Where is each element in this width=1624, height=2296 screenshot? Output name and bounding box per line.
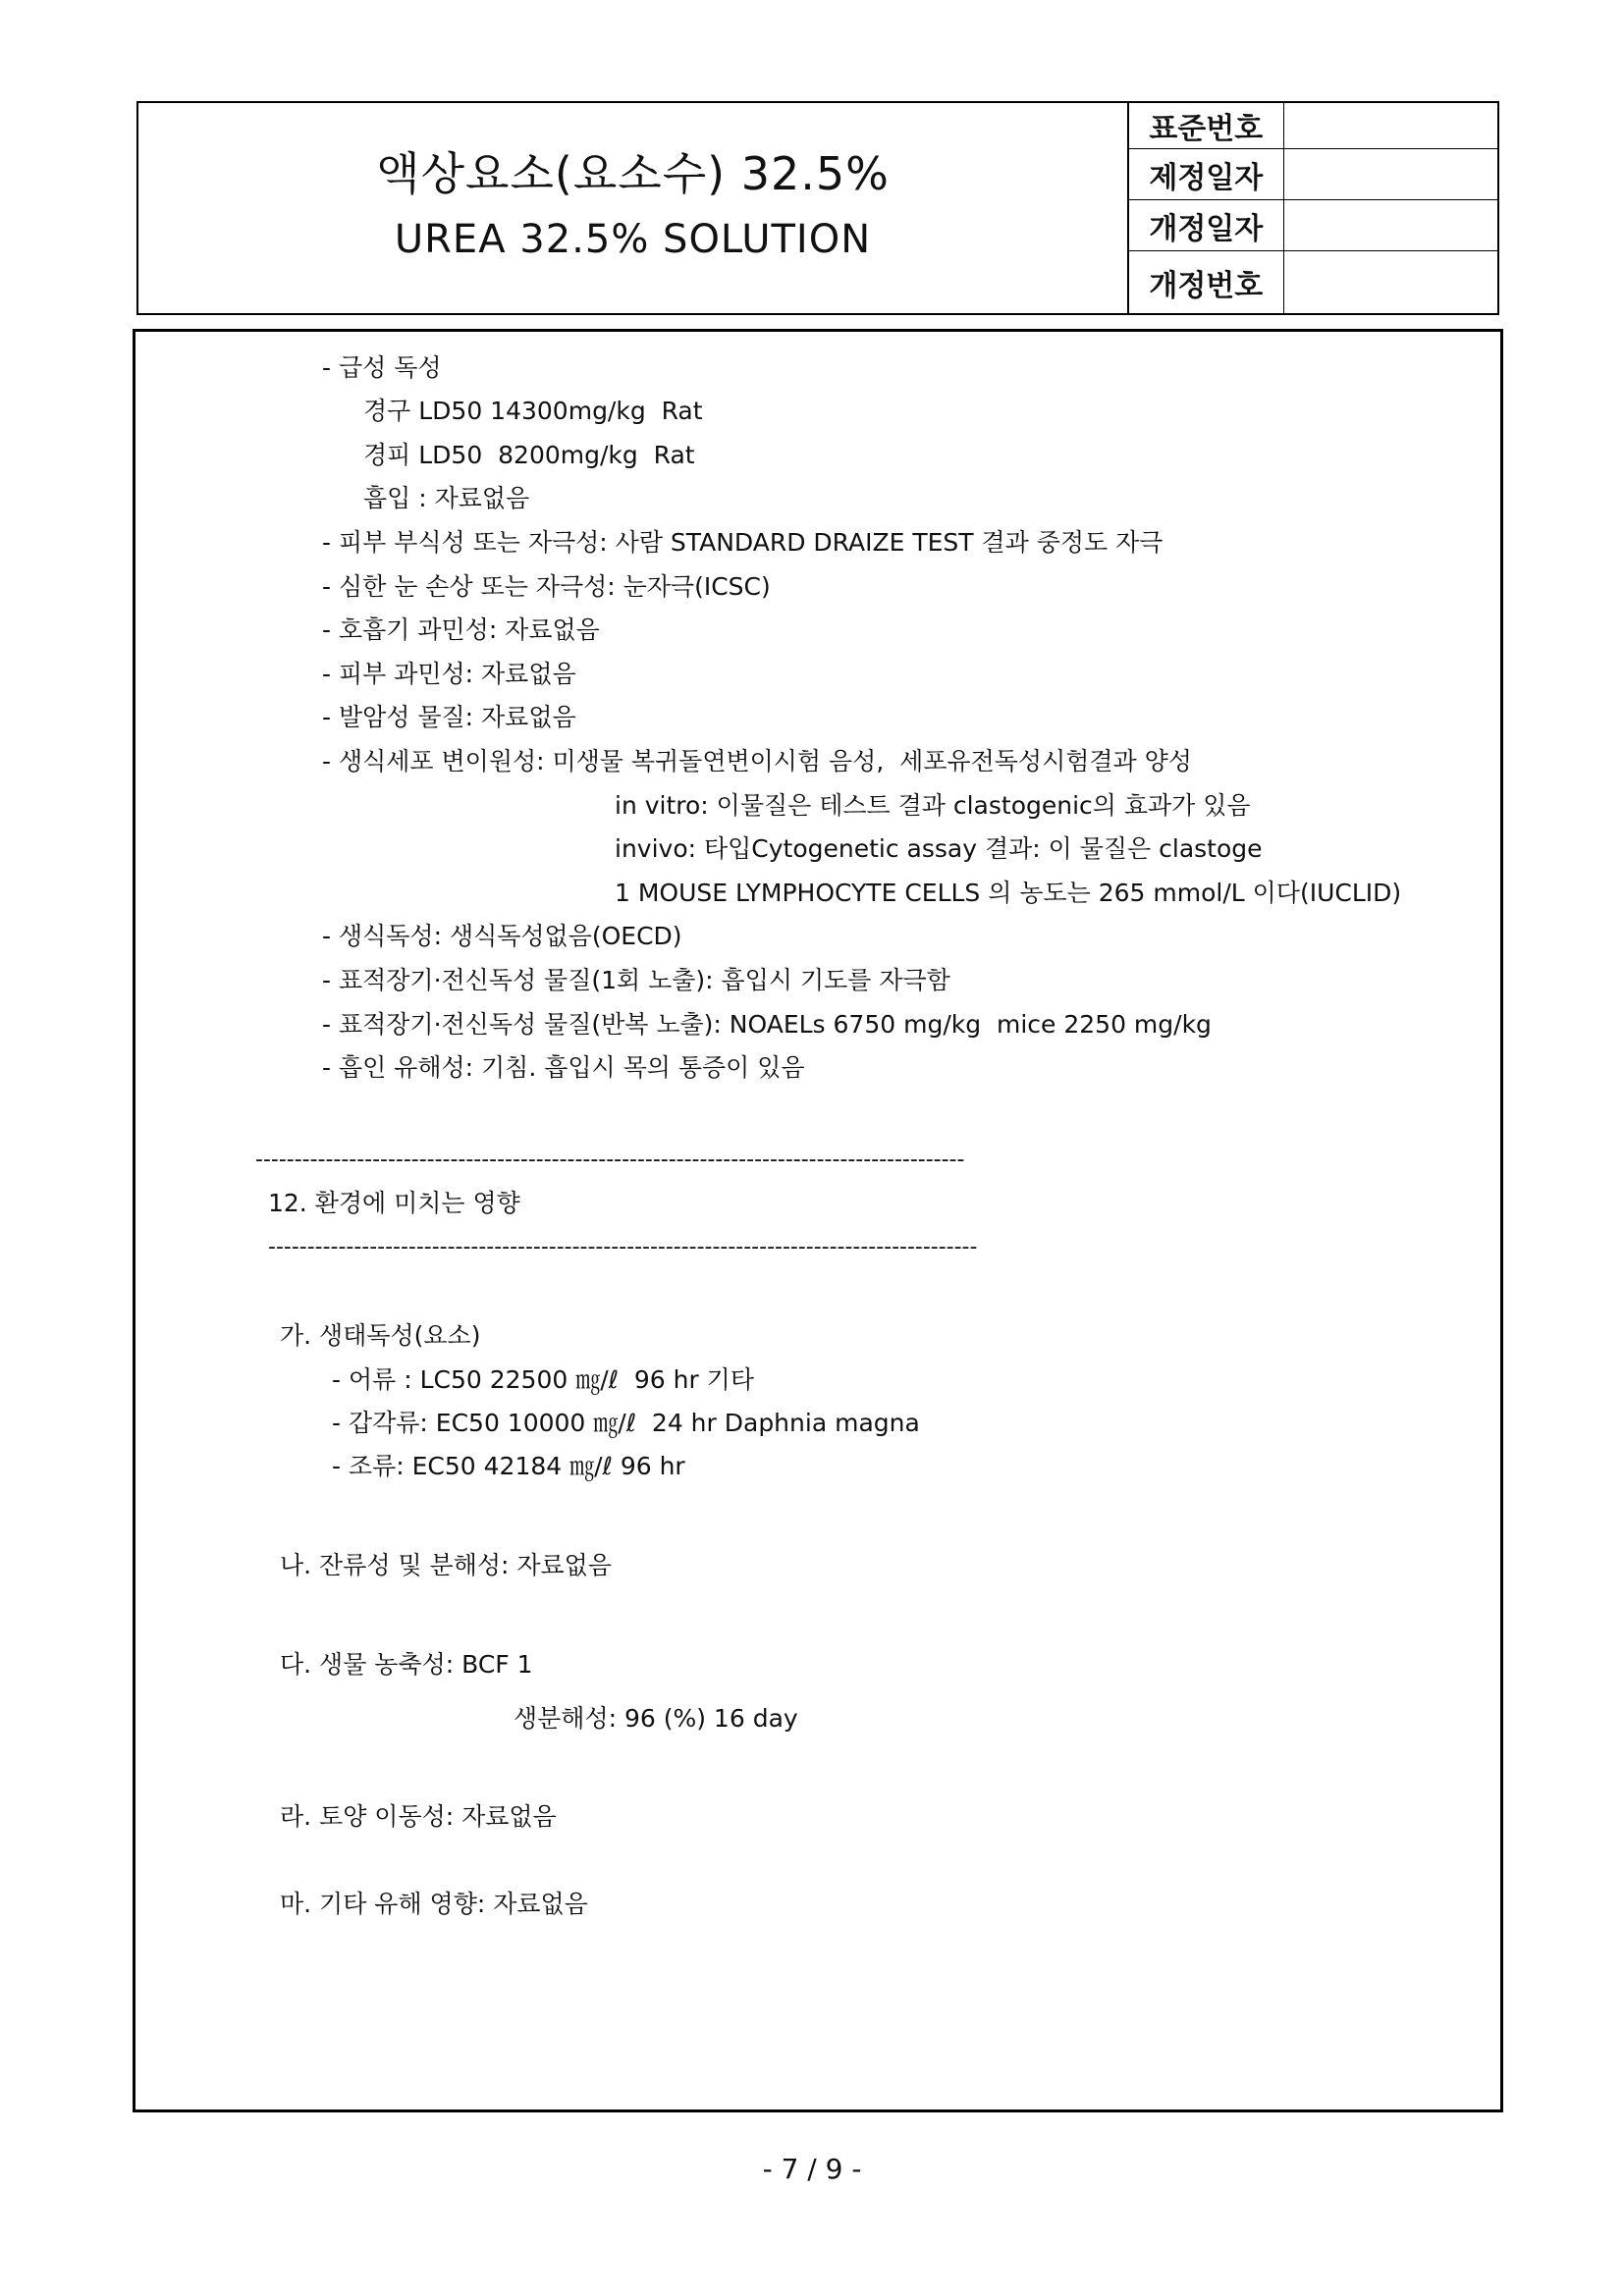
ecotoxicity-algae: - 조류: EC50 42184 ㎎/ℓ 96 hr bbox=[332, 1452, 685, 1480]
reproductive-toxicity: - 생식독성: 생식독성없음(OECD) bbox=[322, 922, 682, 950]
eye-damage: - 심한 눈 손상 또는 자극성: 눈자극(ICSC) bbox=[322, 572, 771, 601]
title-block bbox=[138, 103, 1129, 313]
page-number: - 7 / 9 - bbox=[762, 2153, 862, 2185]
mutagenicity-in-vitro: in vitro: 이물질은 테스트 결과 clastogenic의 효과가 있음 bbox=[615, 791, 1251, 820]
mutagenicity-in-vivo: invivo: 타입Cytogenetic assay 결과: 이 물질은 clastoge bbox=[615, 834, 1263, 863]
biodegradation: 생분해성: 96 (%) 16 day bbox=[514, 1704, 798, 1733]
stot-single-exposure: - 표적장기·전신독성 물질(1회 노출): 흡입시 기도를 자극함 bbox=[322, 966, 950, 994]
document-header bbox=[136, 101, 1499, 315]
ecotoxicity-fish: - 어류 : LC50 22500 ㎎/ℓ 96 hr 기타 bbox=[332, 1365, 754, 1394]
standard-number-label: 표준번호 bbox=[1129, 103, 1283, 149]
mutagenicity-lymphocyte: 1 MOUSE LYMPHOCYTE CELLS 의 농도는 265 mmol/L 이다(IUCLID) bbox=[615, 879, 1402, 907]
content-box bbox=[133, 329, 1503, 2112]
revision-number-value bbox=[1283, 251, 1497, 315]
aspiration-hazard: - 흡인 유해성: 기침. 흡입시 목의 통증이 있음 bbox=[322, 1053, 805, 1082]
skin-sensitization: - 피부 과민성: 자료없음 bbox=[322, 660, 576, 688]
section-12-heading: 12. 환경에 미치는 영향 bbox=[268, 1189, 520, 1217]
carcinogenicity: - 발암성 물질: 자료없음 bbox=[322, 703, 576, 731]
established-date-value bbox=[1283, 149, 1497, 200]
bioaccumulation: 다. 생물 농축성: BCF 1 bbox=[280, 1650, 533, 1679]
acute-toxicity-heading: - 급성 독성 bbox=[322, 353, 442, 382]
ecotoxicity-crustacea: - 갑각류: EC50 10000 ㎎/ℓ 24 hr Daphnia magna bbox=[332, 1409, 920, 1437]
stot-repeated-exposure: - 표적장기·전신독성 물질(반복 노출): NOAELs 6750 mg/kg mice 2250 mg/kg bbox=[322, 1010, 1212, 1039]
ecotoxicity-heading: 가. 생태독성(요소) bbox=[280, 1321, 481, 1350]
revision-number-label: 개정번호 bbox=[1129, 251, 1283, 315]
document-title-korean: 액상요소(요소수) 32.5% bbox=[376, 147, 890, 200]
inhalation-toxicity: 흡입 : 자료없음 bbox=[363, 484, 530, 512]
persistence-degradability: 나. 잔류성 및 분해성: 자료없음 bbox=[280, 1551, 612, 1579]
document-title-english: UREA 32.5% SOLUTION bbox=[394, 217, 872, 262]
revision-date-label: 개정일자 bbox=[1129, 200, 1283, 251]
skin-corrosion: - 피부 부식성 또는 자극성: 사람 STANDARD DRAIZE TEST 결과 중정도 자극 bbox=[322, 528, 1164, 557]
revision-date-value bbox=[1283, 200, 1497, 251]
section-divider-bottom: ------------------------------------------------------------------------------------------- bbox=[268, 1237, 978, 1258]
dermal-ld50: 경피 LD50 8200mg/kg Rat bbox=[363, 441, 695, 469]
oral-ld50: 경구 LD50 14300mg/kg Rat bbox=[363, 397, 703, 425]
standard-number-value bbox=[1283, 103, 1497, 149]
soil-mobility: 라. 토양 이동성: 자료없음 bbox=[280, 1802, 557, 1831]
document-meta-table bbox=[1129, 103, 1497, 314]
established-date-label: 제정일자 bbox=[1129, 149, 1283, 200]
germ-cell-mutagenicity: - 생식세포 변이원성: 미생물 복귀돌연변이시험 음성, 세포유전독성시험결과 양성 bbox=[322, 747, 1192, 775]
section-divider-top: ------------------------------------------------------------------------------------------- bbox=[255, 1149, 965, 1171]
respiratory-sensitization: - 호흡기 과민성: 자료없음 bbox=[322, 615, 600, 644]
other-adverse-effects: 마. 기타 유해 영향: 자료없음 bbox=[280, 1890, 588, 1918]
